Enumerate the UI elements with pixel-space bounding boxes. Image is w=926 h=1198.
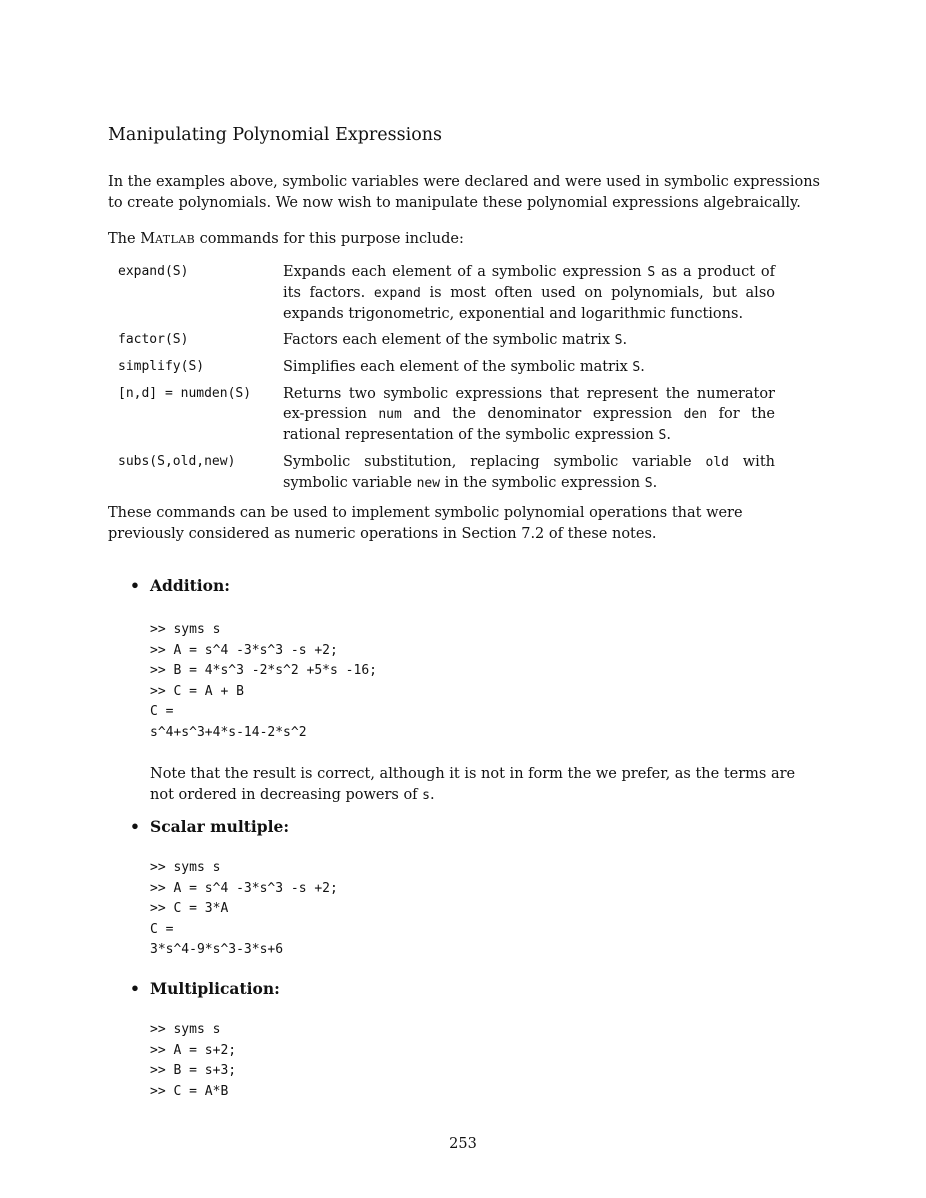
command-name: expand(S) xyxy=(118,264,189,279)
addition-note-end: . xyxy=(430,787,435,803)
command-description xyxy=(283,384,775,446)
multiplication-heading xyxy=(130,979,280,998)
description-text: . xyxy=(622,332,628,348)
commands-intro-after: commands for this purpose include: xyxy=(195,231,464,247)
command-name: [n,d] = numden(S) xyxy=(118,386,252,401)
command-row xyxy=(118,357,818,378)
description-code-term: den xyxy=(683,407,708,422)
addition-heading xyxy=(130,576,230,595)
intro-paragraph: In the examples above, symbolic variables were declared and were used in symbolic expressions to create polynomials. We now wish to manipulate these polynomial expressions algebraically. xyxy=(108,174,820,211)
addition-code: >> syms s >> A = s^4 -3*s^3 -s +2; >> B = 4*s^3 -2*s^2 +5*s -16; >> C = A + B C = s^4+s^3+4*s-14-2*s^2 xyxy=(150,622,377,740)
command-row xyxy=(118,384,818,446)
description-code-term: old xyxy=(705,455,729,470)
description-text: . xyxy=(652,475,658,491)
description-code-term: S xyxy=(632,360,641,375)
description-text: Simplifies each element of the symbolic matrix xyxy=(283,359,633,375)
description-code-term: S xyxy=(658,428,667,443)
page-number: 253 xyxy=(449,1136,477,1152)
description-code-term: num xyxy=(378,407,402,422)
addition-note xyxy=(150,764,822,806)
multiplication-code: >> syms s >> A = s+2; >> B = s+3; >> C = A*B xyxy=(150,1022,237,1099)
description-text: Expands each element of a symbolic expression xyxy=(283,264,648,280)
command-description xyxy=(283,357,775,378)
description-text: Returns two symbolic expressions that represent the numerator ex-pression xyxy=(283,386,775,422)
description-text: Factors each element of the symbolic matrix xyxy=(283,332,615,348)
commands-intro-before: The xyxy=(108,231,141,247)
scalar-heading xyxy=(130,817,289,836)
description-text: is most often used on polynomials, but also expands trigonometric, exponential and logarithmic functions. xyxy=(283,285,775,322)
command-row xyxy=(118,330,818,351)
description-code-term: S xyxy=(644,476,653,491)
scalar-code: >> syms s >> A = s^4 -3*s^3 -s +2; >> C = 3*A C = 3*s^4-9*s^3-3*s+6 xyxy=(150,860,338,957)
description-text: with symbolic variable xyxy=(283,454,775,491)
description-text: and the denominator expression xyxy=(401,406,684,422)
matlab-first-letter: M xyxy=(140,231,156,247)
scalar-title: Scalar multiple: xyxy=(150,817,290,836)
addition-note-var: s xyxy=(422,788,430,803)
command-description xyxy=(283,452,775,494)
command-list xyxy=(118,262,818,500)
section-heading: Manipulating Polynomial Expressions xyxy=(108,125,442,145)
description-text: in the symbolic expression xyxy=(440,475,645,491)
bullet-icon: • xyxy=(130,817,140,836)
matlab-rest-letters: ATLAB xyxy=(155,233,196,246)
bullet-icon: • xyxy=(130,576,140,595)
addition-title: Addition: xyxy=(150,576,230,595)
description-text: as a product of its factors. xyxy=(283,264,775,301)
command-row xyxy=(118,262,818,324)
description-code-term: expand xyxy=(373,286,421,301)
description-code-term: S xyxy=(647,265,656,280)
command-name: factor(S) xyxy=(118,332,189,347)
description-text: Symbolic substitution, replacing symbolic variable xyxy=(283,454,706,470)
command-name: subs(S,old,new) xyxy=(118,454,236,469)
description-text: for the rational representation of the symbolic expression xyxy=(283,406,775,443)
description-text: . xyxy=(666,427,671,443)
command-description xyxy=(283,330,775,351)
command-name: simplify(S) xyxy=(118,359,205,374)
description-code-term: S xyxy=(614,333,623,348)
bullet-icon: • xyxy=(130,979,140,998)
commands-intro-paragraph xyxy=(108,229,820,250)
addition-note-text: Note that the result is correct, although it is not in form the we prefer, as the terms are not ordered in decreasing powers of xyxy=(150,766,796,803)
after-commands-paragraph: These commands can be used to implement symbolic polynomial operations that were previously considered as numeric operations in Section 7.2 of these notes. xyxy=(108,505,743,542)
description-code-term: new xyxy=(416,476,441,491)
command-description xyxy=(283,262,775,324)
command-row xyxy=(118,452,818,494)
multiplication-title: Multiplication: xyxy=(150,979,280,998)
description-text: . xyxy=(640,359,645,375)
